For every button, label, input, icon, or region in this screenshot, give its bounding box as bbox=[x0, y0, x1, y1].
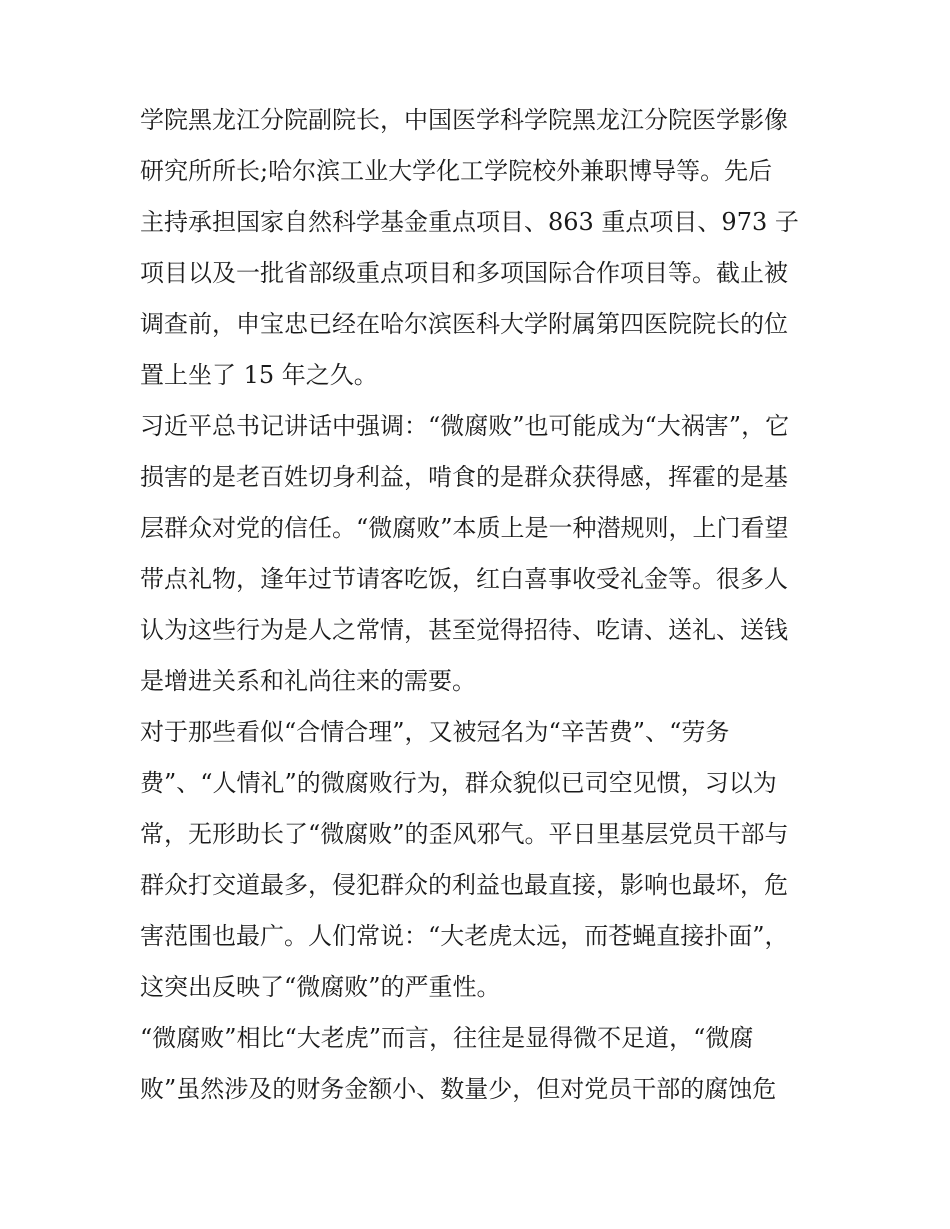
text-line: 对于那些看似“合情合理”，又被冠名为“辛苦费”、“劳务 bbox=[140, 718, 730, 746]
text-line: “微腐败”相比“大老虎”而言，往往是显得微不足道，“微腐 bbox=[140, 1024, 754, 1052]
text-line: 项目以及一批省部级重点项目和多项国际合作项目等。截止被 bbox=[140, 259, 788, 287]
text-line: 认为这些行为是人之常情，甚至觉得招待、吃请、送礼、送钱 bbox=[140, 616, 788, 644]
text-line: 学院黑龙江分院副院长，中国医学科学院黑龙江分院医学影像 bbox=[140, 106, 788, 134]
text-line: 主持承担国家自然科学基金重点项目、863 重点项目、973 子 bbox=[140, 208, 799, 236]
text-line: 损害的是老百姓切身利益，啃食的是群众获得感，挥霍的是基 bbox=[140, 463, 788, 491]
text-line: 常，无形助长了“微腐败”的歪风邪气。平日里基层党员干部与 bbox=[140, 820, 789, 848]
text-line: 层群众对党的信任。“微腐败”本质上是一种潜规则，上门看望 bbox=[140, 514, 789, 542]
text-line: 置上坐了 15 年之久。 bbox=[140, 361, 378, 389]
text-line: 调查前，申宝忠已经在哈尔滨医科大学附属第四医院院长的位 bbox=[140, 310, 788, 338]
text-line: 这突出反映了“微腐败”的严重性。 bbox=[140, 973, 501, 1001]
text-line: 费”、“人情礼”的微腐败行为，群众貌似已司空见惯，习以为 bbox=[140, 769, 777, 797]
text-line: 群众打交道最多，侵犯群众的利益也最直接，影响也最坏，危 bbox=[140, 871, 788, 899]
text-line: 习近平总书记讲话中强调：“微腐败”也可能成为“大祸害”，它 bbox=[140, 412, 790, 440]
text-line: 害范围也最广。人们常说：“大老虎太远，而苍蝇直接扑面”， bbox=[140, 922, 789, 950]
text-line: 败”虽然涉及的财务金额小、数量少，但对党员干部的腐蚀危 bbox=[140, 1075, 777, 1103]
text-line: 带点礼物，逢年过节请客吃饭，红白喜事收受礼金等。很多人 bbox=[140, 565, 788, 593]
text-line: 是增进关系和礼尚往来的需要。 bbox=[140, 667, 476, 695]
text-line: 研究所所长;哈尔滨工业大学化工学院校外兼职博导等。先后 bbox=[140, 157, 773, 185]
